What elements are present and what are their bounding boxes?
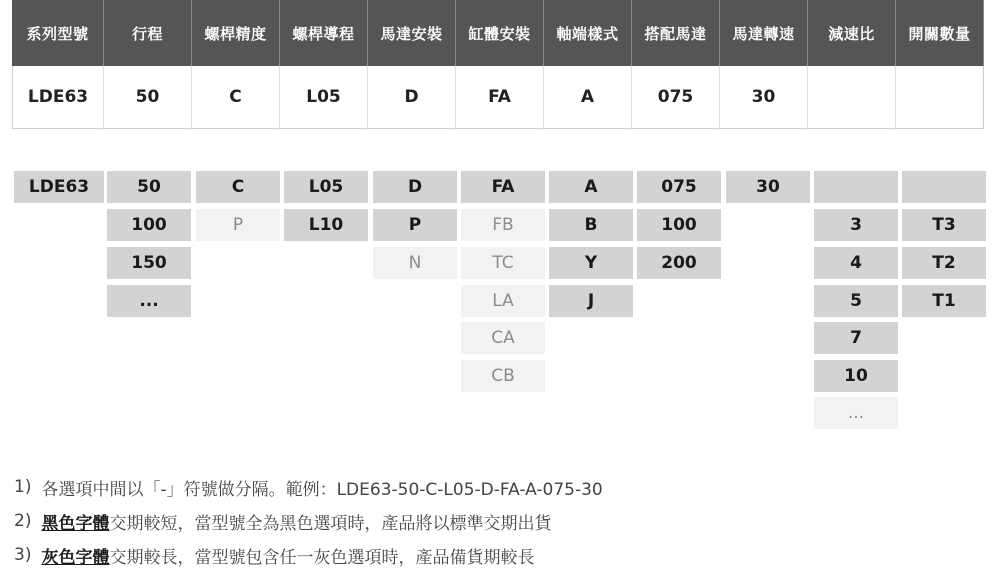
option-switches: T1 — [902, 285, 986, 317]
option-motor-mount: D — [373, 171, 457, 203]
option-speed: 30 — [726, 171, 810, 203]
note-item — [14, 538, 603, 572]
header-motor: 搭配馬達 — [632, 0, 720, 66]
option-lead: L10 — [284, 209, 368, 241]
selected-stroke: 50 — [104, 66, 192, 129]
note-text: 交期較短，當型號全為黑色選項時，產品將以標準交期出貨 — [109, 513, 552, 534]
option-lead: L05 — [284, 171, 368, 203]
selected-shaft-end: A — [544, 66, 632, 129]
option-shaft-end: Y — [549, 247, 633, 279]
option-body-mount: FB — [461, 209, 545, 241]
option-body-mount: FA — [461, 171, 545, 203]
note-number: 2) — [14, 511, 32, 531]
option-shaft-end: J — [549, 285, 633, 317]
option-ratio: 3 — [814, 209, 898, 241]
option-stroke: 150 — [107, 247, 191, 279]
header-switch-count: 開關數量 — [896, 0, 984, 66]
header-series: 系列型號 — [12, 0, 104, 66]
option-series: LDE63 — [14, 171, 104, 203]
note-item — [14, 470, 603, 504]
header-reduction-ratio: 減速比 — [808, 0, 896, 66]
header-motor-mount: 馬達安裝 — [368, 0, 456, 66]
option-ratio: 10 — [814, 360, 898, 392]
header-shaft-end: 軸端樣式 — [544, 0, 632, 66]
selected-reduction-ratio — [808, 66, 896, 129]
header-screw-precision: 螺桿精度 — [192, 0, 280, 66]
option-ratio — [814, 171, 898, 203]
option-motor-mount: P — [373, 209, 457, 241]
option-ratio: 4 — [814, 247, 898, 279]
option-body-mount: TC — [461, 247, 545, 279]
selected-motor-speed: 30 — [720, 66, 808, 129]
option-stroke: 50 — [107, 171, 191, 203]
header-body-mount: 缸體安裝 — [456, 0, 544, 66]
option-body-mount: LA — [461, 285, 545, 317]
option-switches — [902, 171, 986, 203]
header-stroke: 行程 — [104, 0, 192, 66]
selected-series: LDE63 — [12, 66, 104, 129]
option-stroke: ... — [107, 285, 191, 317]
option-motor: 200 — [637, 247, 721, 279]
model-code-table — [12, 0, 984, 129]
note-item — [14, 504, 603, 538]
option-motor: 100 — [637, 209, 721, 241]
option-switches: T3 — [902, 209, 986, 241]
header-screw-lead: 螺桿導程 — [280, 0, 368, 66]
option-precision: C — [196, 171, 280, 203]
option-motor: 075 — [637, 171, 721, 203]
notes — [14, 470, 603, 572]
selected-screw-lead: L05 — [280, 66, 368, 129]
option-switches: T2 — [902, 247, 986, 279]
selected-motor-mount: D — [368, 66, 456, 129]
selected-switch-count — [896, 66, 984, 129]
option-motor-mount: N — [373, 247, 457, 279]
note-emphasis: 灰色字體 — [41, 547, 110, 568]
note-text: 交期較長，當型號包含任一灰色選項時，產品備貨期較長 — [109, 547, 535, 568]
note-text: 各選項中間以「-」符號做分隔。範例：LDE63-50-C-L05-D-FA-A-075-30 — [41, 479, 603, 500]
selected-motor: 075 — [632, 66, 720, 129]
option-ratio: 5 — [814, 285, 898, 317]
option-body-mount: CA — [461, 322, 545, 354]
selected-screw-precision: C — [192, 66, 280, 129]
option-stroke: 100 — [107, 209, 191, 241]
option-shaft-end: A — [549, 171, 633, 203]
option-ratio: 7 — [814, 322, 898, 354]
selected-body-mount: FA — [456, 66, 544, 129]
note-number: 3) — [14, 545, 32, 565]
note-emphasis: 黑色字體 — [41, 513, 110, 534]
header-motor-speed: 馬達轉速 — [720, 0, 808, 66]
note-number: 1) — [14, 477, 32, 497]
option-ratio: ... — [814, 397, 898, 429]
option-shaft-end: B — [549, 209, 633, 241]
option-body-mount: CB — [461, 360, 545, 392]
option-precision: P — [196, 209, 280, 241]
